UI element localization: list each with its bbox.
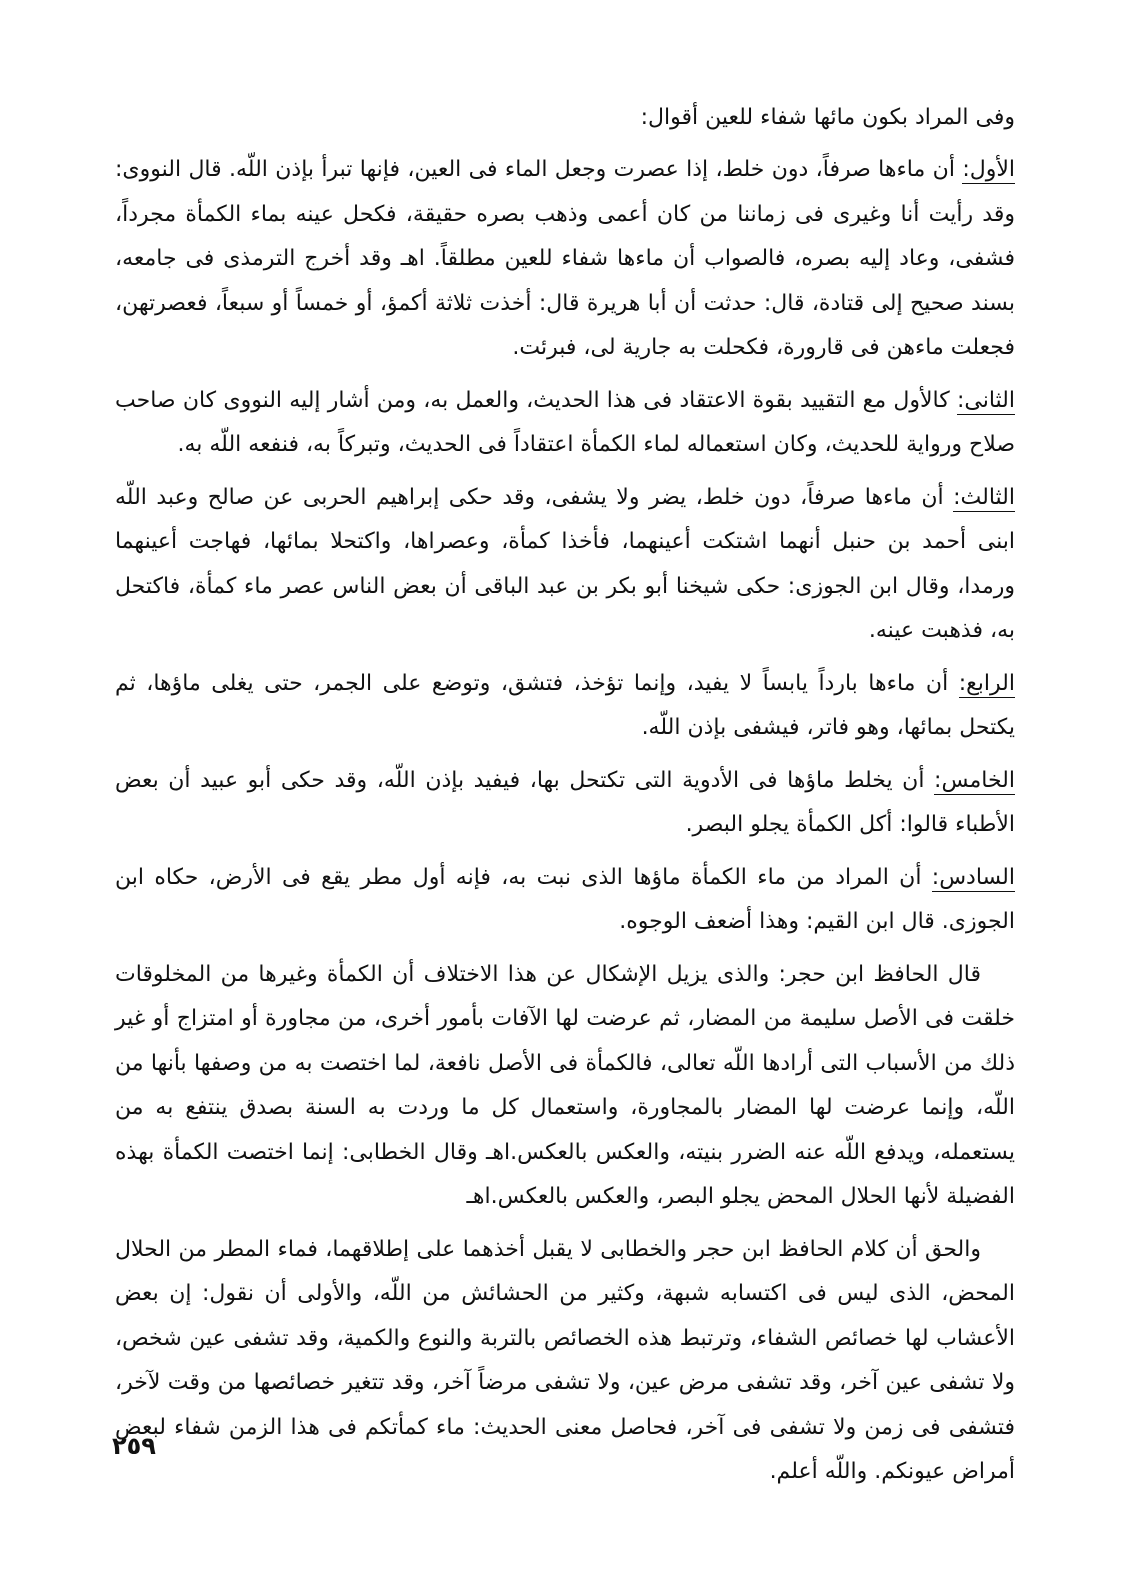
opinion-paragraph-4	[115, 662, 1015, 751]
opinion-text-3: أن ماءها صرفاً، دون خلط، يضر ولا يشفى، وقد حكى إبراهيم الحربى عن صالح وعبد اللّه ابنى أحمد بن حنبل أنهما اشتكت أعينهما، فأخذا كمأة، وعصراها، واكتحلا بمائها، فهاجت أعينهما ورمدا، وقال ابن الجوزى: حكى شيخنا أبو بكر بن عبد الباقى أن بعض الناس عصر ماء كمأة، فاكتحل به، فذهبت عينه.	[115, 484, 1015, 643]
opinion-heading-6: السادس:	[931, 864, 1015, 890]
closing-paragraph-1: قال الحافظ ابن حجر: والذى يزيل الإشكال عن هذا الاختلاف أن الكمأة وغيرها من المخلوقات خلقت فى الأصل سليمة من المضار، ثم عرضت لها الآفات بأمور أخرى، من مجاورة أو امتزاج أو غير ذلك من الأسباب التى أرادها اللّه تعالى، فالكمأة فى الأصل نافعة، لما اختصت به من وصفها بأنها من اللّه، وإنما عرضت لها المضار بالمجاورة، واستعمال كل ما وردت به السنة بصدق ينتفع به من يستعمله، ويدفع اللّه عنه الضرر بنيته، والعكس بالعكس.اهـ وقال الخطابى: إنما اختصت الكمأة بهذه الفضيلة لأنها الحلال المحض يجلو البصر، والعكس بالعكس.اهـ	[115, 961, 1015, 1209]
closing-paragraph-2: والحق أن كلام الحافظ ابن حجر والخطابى لا يقبل أخذهما على إطلاقهما، فماء المطر من الحلال المحض، الذى ليس فى اكتسابه شبهة، وكثير من الحشائش من اللّه، والأولى أن نقول: إن بعض الأعشاب لها خصائص الشفاء، وترتبط هذه الخصائص بالتربة والنوع والكمية، وقد تشفى عين شخص، ولا تشفى عين آخر، وقد تشفى مرض عين، ولا تشفى مرضاً آخر، وقد تتغير خصائصها من وقت لآخر، فتشفى فى زمن ولا تشفى فى آخر، فحاصل معنى الحديث: ماء كمأتكم فى هذا الزمن شفاء لبعض أمراض عيونكم. واللّه أعلم.	[115, 1236, 1015, 1484]
opinion-heading-5: الخامس:	[934, 767, 1015, 793]
opinion-heading-4: الرابع:	[958, 670, 1015, 696]
opinion-heading-3: الثالث:	[953, 484, 1015, 510]
opinion-paragraph-5	[115, 759, 1015, 848]
opinion-heading-2: الثانى:	[956, 387, 1015, 413]
opinion-text-4: أن ماءها بارداً يابساً لا يفيد، وإنما تؤخذ، فتشق، وتوضع على الجمر، حتى يغلى ماؤها، ثم يكتحل بمائها، وهو فاتر، فيشفى بإذن اللّه.	[115, 670, 1015, 740]
opinion-text-2: كالأول مع التقييد بقوة الاعتقاد فى هذا الحديث، والعمل به، ومن أشار إليه النووى كان صاحب صلاح ورواية للحديث، وكان استعماله لماء الكمأة اعتقاداً فى الحديث، وتبركاً به، فنفعه اللّه به.	[115, 387, 1015, 457]
opinion-paragraph-6	[115, 856, 1015, 945]
opinion-heading-1: الأول:	[962, 157, 1015, 182]
page-body	[115, 96, 1015, 1503]
intro-line: وفى المراد بكون مائها شفاء للعين أقوال:	[640, 105, 1015, 130]
opinion-paragraph-2	[115, 379, 1015, 468]
opinion-paragraph-1	[115, 148, 1015, 371]
opinion-text-1: أن ماءها صرفاً، دون خلط، إذا عصرت وجعل الماء فى العين، فإنها تبرأ بإذن اللّه. قال النووى: وقد رأيت أنا وغيرى فى زماننا من كان أعمى وذهب بصره حقيقة، فكحل عينه بماء الكمأة مجرداً، فشفى، وعاد إليه بصره، فالصواب أن ماءها شفاء للعين مطلقاً. اهـ وقد أخرج الترمذى فى جامعه، بسند صحيح إلى قتادة، قال: حدثت أن أبا هريرة قال: أخذت ثلاثة أكمؤ، أو خمساً أو سبعاً، فعصرتهن، فجعلت ماءهن فى قارورة، فكحلت به جارية لى، فبرئت.	[115, 157, 1015, 360]
page-number: ٢٥٩	[112, 1432, 156, 1460]
opinion-paragraph-3	[115, 476, 1015, 654]
opinion-text-6: أن المراد من ماء الكمأة ماؤها الذى نبت به، فإنه أول مطر يقع فى الأرض، حكاه ابن الجوزى. قال ابن القيم: وهذا أضعف الوجوه.	[115, 864, 1015, 934]
opinion-text-5: أن يخلط ماؤها فى الأدوية التى تكتحل بها، فيفيد بإذن اللّه، وقد حكى أبو عبيد أن بعض الأطباء قالوا: أكل الكمأة يجلو البصر.	[115, 767, 1015, 837]
